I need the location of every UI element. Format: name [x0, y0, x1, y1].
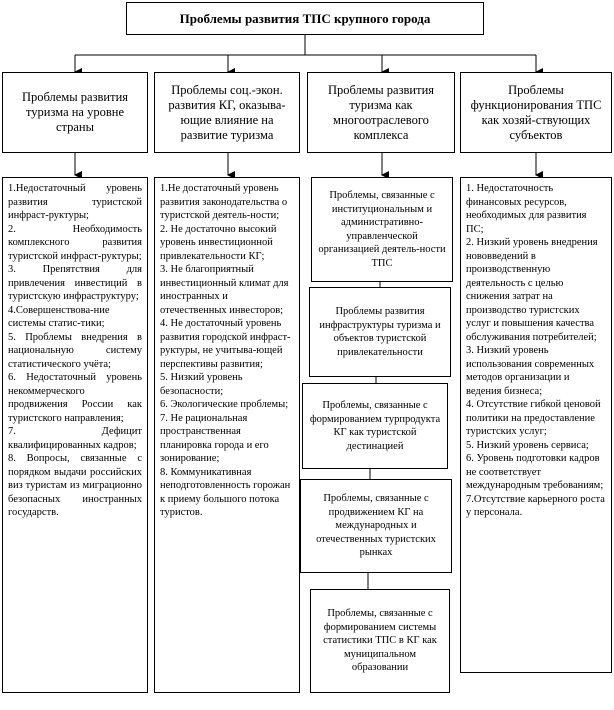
list-item: 1.Недостаточный уровень развития туристской инфраст-руктуры; — [8, 183, 142, 221]
block-promotion-problems: Проблемы, связанные с продвижением КГ на международных и отечественных туристских рынках — [300, 479, 452, 573]
list-item: 2. Низкий уровень внедрения нововведений в производственную деятельность с целью снижения затрат на производство туристских услуг и повышения качества обслуживания потребителей; — [466, 237, 598, 343]
list-item: 5. Низкий уровень сервиса; — [466, 439, 589, 451]
list-item: 6. Уровень подготовки кадров не соответствует международным требованиям; — [466, 453, 604, 491]
list-item: 7.Отсутствие карьерного роста у персонала. — [466, 493, 605, 518]
list-item: 1. Недостаточность финансовых ресурсов, необходимых для развития ПС; — [466, 183, 587, 235]
list-city-problems — [154, 177, 300, 693]
list-business-problems — [460, 177, 612, 673]
block-infrastructure-problems: Проблемы развития инфраструктуры туризма и объектов туристской привлекательности — [309, 287, 451, 377]
list-item: 2. Необходимость комплексного развития туристской инфраст-руктуры; — [8, 223, 142, 262]
list-item: 5. Низкий уровень безопасности; — [160, 372, 243, 397]
list-item: 6. Недостаточный уровень некоммерческого продвижения России как туристского направления; — [8, 372, 142, 424]
list-item: 6. Экологические проблемы; — [160, 399, 289, 410]
list-item: 4. Не достаточный уровень развития городской инфраст-руктуры, не учитыва-ющей перспективы развития; — [160, 318, 291, 370]
header-city-socioeconomic: Проблемы соц.-экон. развития КГ, оказыва-ющие влияние на развитие туризма — [154, 72, 300, 153]
list-item: 5. Проблемы внедрения в национальную систему статистического учёта; — [8, 331, 142, 370]
diagram-title: Проблемы развития ТПС крупного города — [126, 2, 484, 35]
list-item: 8. Вопросы, связанные с порядком выдачи российских виз туристам из миграционно безопасных иностранных государств. — [8, 453, 142, 518]
list-item: 4. Отсутствие гибкой ценовой политики на предоставление туристских услуг; — [466, 399, 601, 437]
block-statistics-problems: Проблемы, связанные с формированием системы статистики ТПС в КГ как муниципальном образовании — [310, 589, 450, 693]
list-item: 2. Не достаточно высокий уровень инвестиционной привлекательности КГ; — [160, 223, 277, 262]
header-country-level: Проблемы развития туризма на уровне страны — [2, 72, 148, 153]
header-business-entities: Проблемы функционирования ТПС как хозяй-ствующих субъектов — [460, 72, 612, 153]
list-item: 3. Не благоприятный инвестиционный климат для иностранных и отечественных инвесторов; — [160, 264, 289, 316]
list-item: 7. Дефицит квалифицированных кадров; — [8, 426, 142, 451]
list-item: 1.Не достаточный уровень развития законодательства о туристской деятель-ности; — [160, 183, 288, 221]
block-tourproduct-problems: Проблемы, связанные с формированием турпродукта КГ как туристской дестинацией — [302, 383, 448, 469]
list-country-problems — [2, 177, 148, 693]
header-multisector-complex: Проблемы развития туризма как многоотраслевого комплекса — [307, 72, 455, 153]
block-institutional-problems: Проблемы, связанные с институциональным и административно-управленческой организацией деятель-ности ТПС — [311, 177, 453, 282]
list-item: 3. Препятствия для привлечения инвестиций в туристскую инфраструктуру; — [8, 264, 142, 302]
list-item: 8. Коммуникативная неподготовленность горожан к приему большого потока туристов. — [160, 466, 291, 518]
list-item: 4.Совершенствова-ние системы статис-тики; — [8, 304, 110, 329]
list-item: 3. Низкий уровень использования современных методов организации и ведения бизнеса; — [466, 345, 595, 397]
list-item: 7. Не рациональная пространственная планировка города и его зонирование; — [160, 412, 269, 464]
